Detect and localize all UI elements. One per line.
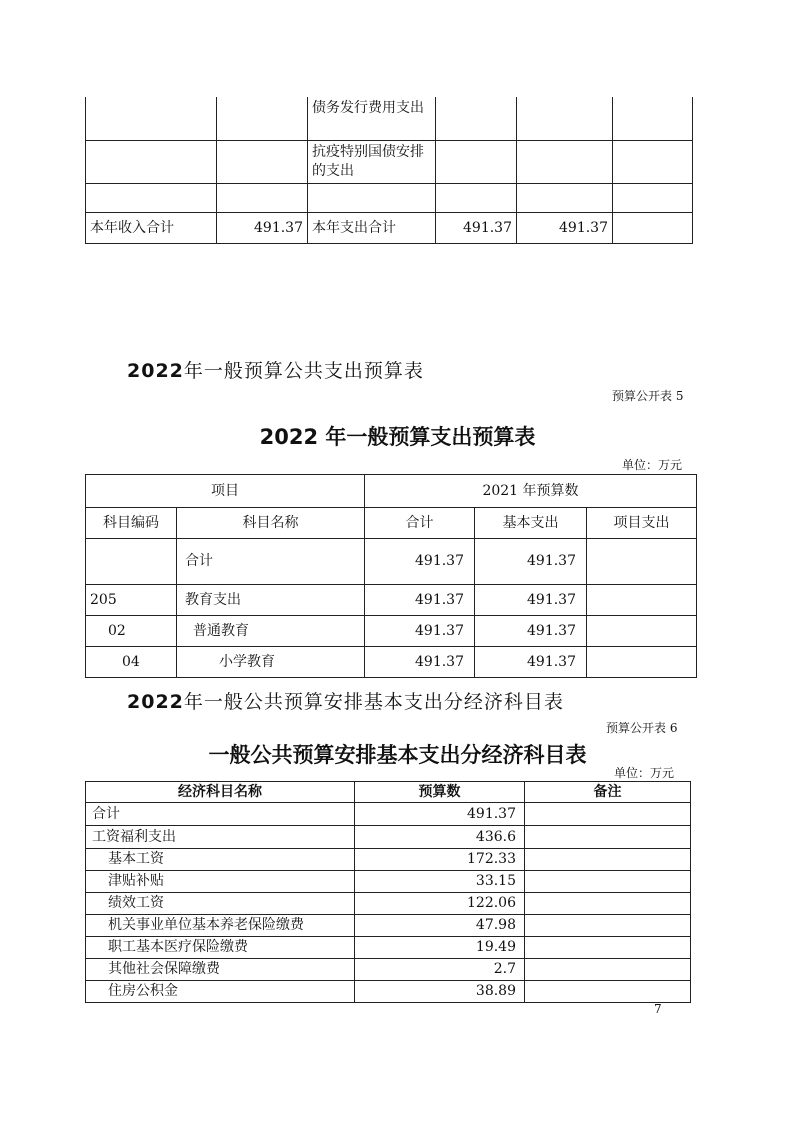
table-row: 工资福利支出 436.6	[86, 826, 691, 849]
header-amount: 预算数	[355, 782, 525, 803]
header-name: 科目名称	[177, 508, 365, 539]
cell-expense-item	[308, 183, 436, 212]
table-row: 02 普通教育 491.37 491.37	[86, 616, 697, 647]
table-row: 绩效工资 122.06	[86, 893, 691, 915]
header-basic: 基本支出	[475, 508, 587, 539]
cell-expense-item: 债务发行费用支出	[308, 97, 436, 140]
page-number: 7	[654, 1002, 662, 1016]
table-row	[86, 183, 693, 212]
header-total: 合计	[365, 508, 475, 539]
table-row	[86, 140, 693, 183]
unit-label: 单位：万元	[614, 766, 675, 780]
general-budget-expenditure-table	[85, 474, 697, 678]
header-remark: 备注	[525, 782, 691, 803]
unit-label: 单位：万元	[622, 458, 683, 472]
table-row: 住房公积金 38.89	[86, 981, 691, 1003]
table-row: 职工基本医疗保险缴费 19.49	[86, 937, 691, 959]
table-row: 04 小学教育 491.37 491.37	[86, 647, 697, 678]
table-number-note: 预算公开表 6	[606, 721, 678, 735]
expense-total-value: 491.37	[436, 212, 517, 243]
header-econ-name: 经济科目名称	[86, 782, 355, 803]
basic-expenditure-by-economic-category-table	[85, 781, 691, 1003]
table-row: 机关事业单位基本养老保险缴费 47.98	[86, 915, 691, 937]
income-expense-table-continued	[85, 97, 693, 244]
header-row	[86, 475, 697, 508]
table-row: 合计 491.37 491.37	[86, 539, 697, 585]
table-row: 205 教育支出 491.37 491.37	[86, 585, 697, 616]
expense-total-value: 491.37	[517, 212, 613, 243]
header-code: 科目编码	[86, 508, 177, 539]
income-total-value: 491.37	[217, 212, 308, 243]
header-row	[86, 508, 697, 539]
header-row	[86, 782, 691, 803]
table-title: 2022 年一般预算支出预算表	[259, 425, 536, 449]
header-project-expense: 项目支出	[587, 508, 697, 539]
table-row: 合计 491.37	[86, 803, 691, 826]
table-number-note: 预算公开表 5	[612, 389, 684, 403]
table-row: 基本工资 172.33	[86, 849, 691, 871]
table-row	[86, 97, 693, 140]
section-heading: 2022年一般公共预算安排基本支出分经济科目表	[127, 691, 564, 713]
header-budget-year: 2021 年预算数	[365, 475, 697, 508]
table-row: 其他社会保障缴费 2.7	[86, 959, 691, 981]
expense-total-label: 本年支出合计	[308, 212, 436, 243]
income-total-label: 本年收入合计	[86, 212, 217, 243]
cell-expense-item: 抗疫特别国债安排的支出	[308, 140, 436, 183]
total-row	[86, 212, 693, 243]
table-title: 一般公共预算安排基本支出分经济科目表	[208, 743, 587, 767]
section-heading: 2022年一般预算公共支出预算表	[127, 360, 424, 382]
header-project: 项目	[86, 475, 365, 508]
table-row: 津贴补贴 33.15	[86, 871, 691, 893]
